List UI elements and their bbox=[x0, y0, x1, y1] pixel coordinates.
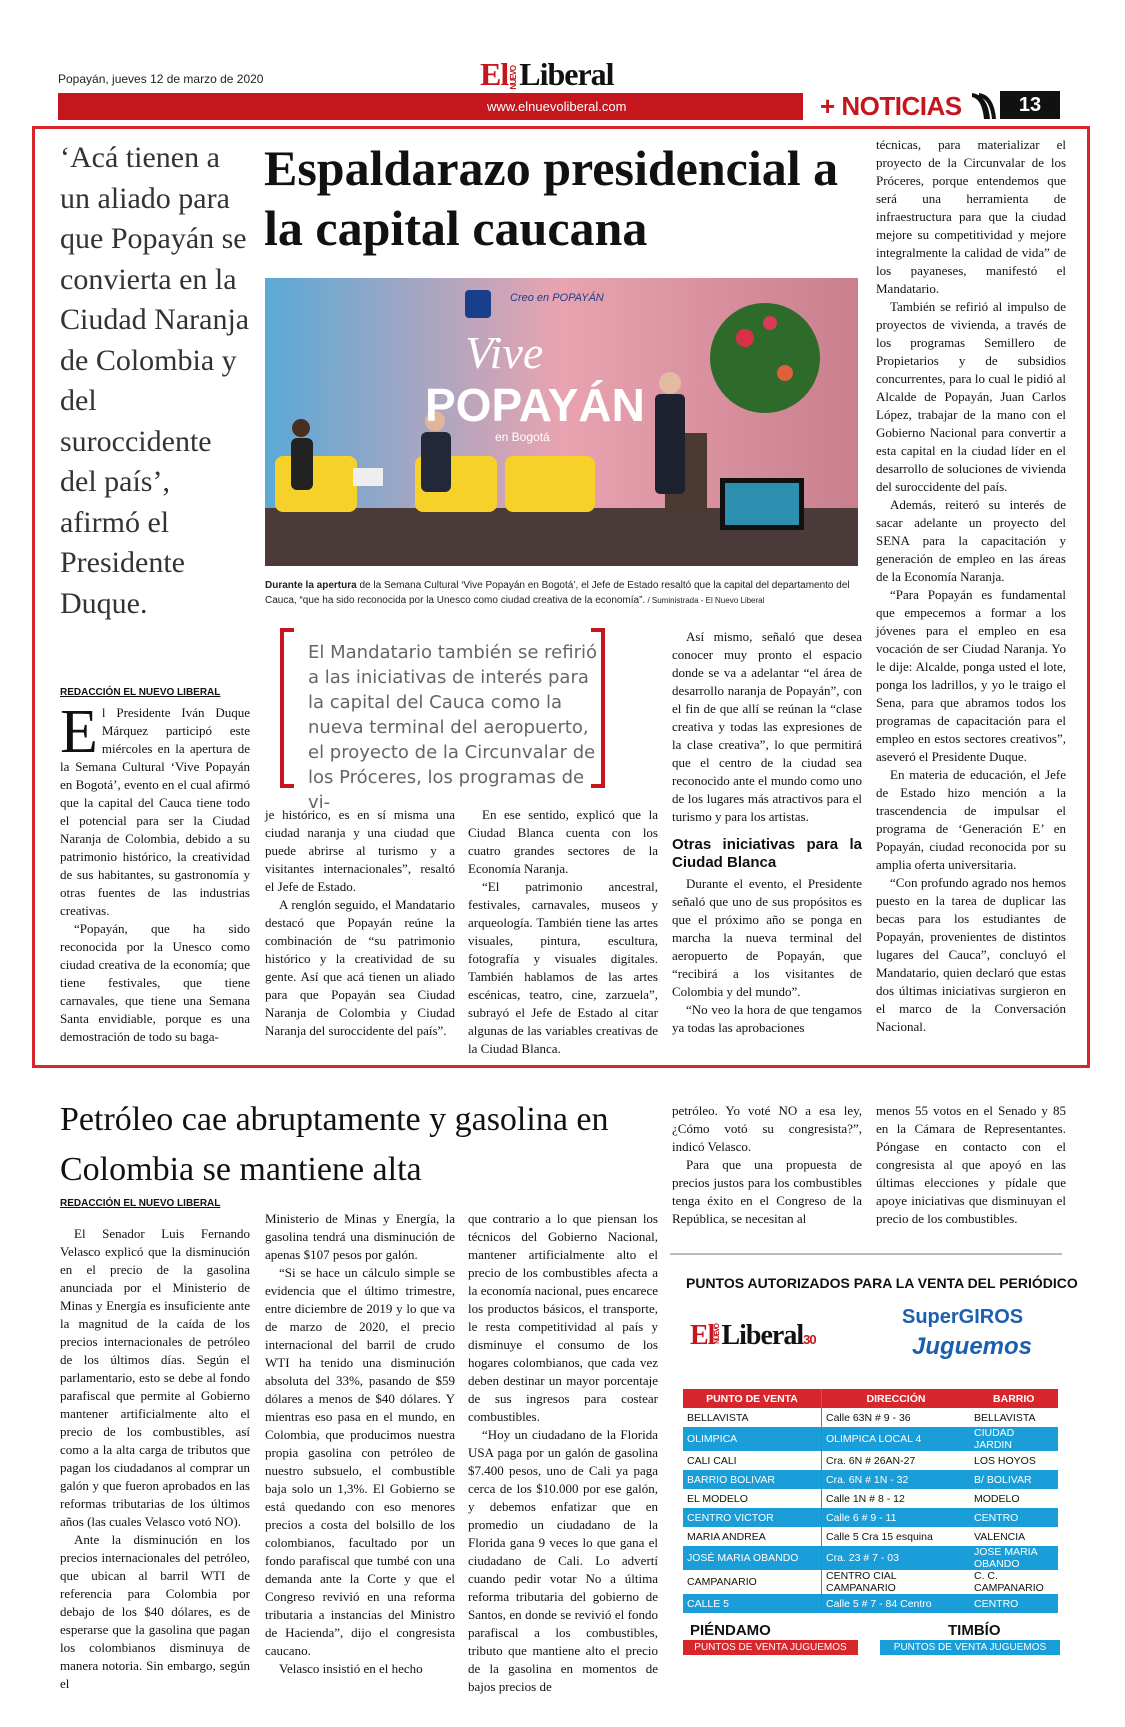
table-cell: Calle 5 Cra 15 esquina bbox=[822, 1527, 971, 1546]
table-cell: Calle 6 # 9 - 11 bbox=[822, 1508, 971, 1527]
photo-en-bogota: en Bogotá bbox=[495, 430, 550, 444]
table-row bbox=[683, 1527, 1058, 1546]
story1-col1-p1: l Presidente Iván Duque Márquez participó este miércoles en la apertura de la Semana Cultural ‘Vive Popayán en Bogotá’, evento en el cual afirmó que la capital del Cauca tiene todo el potencial para ser la Ciudad Naranja de Colombia, debido a su patrimonio histórico, la creatividad de sus habitantes, su gastronomía y otras fuentes de las industrias creativas. bbox=[60, 705, 250, 918]
table-cell: CENTRO bbox=[970, 1508, 1058, 1527]
sales-logo-liberal bbox=[690, 1320, 816, 1352]
story1-col1-p2: “Popayán, que ha sido reconocida por la Unesco como ciudad creativa de la economía; que tiene festivales, que tiene carnavales, que tiene una Semana Santa envidiable, porque es una demostración de todo su baga- bbox=[60, 921, 250, 1044]
story1-col2-p2: A renglón seguido, el Mandatario destacó que Popayán reúne la combinación de “su patrimonio histórico y la creatividad de su gente. Así que acá tienen un aliado para que Popayán sea Ciudad Naranja de Colombia y Ciudad Naranja del suroccidente del país”. bbox=[265, 897, 455, 1038]
story1-col4-p2: Durante el evento, el Presidente señaló que uno de sus propósitos es que el próximo año se ponga en marcha la nueva terminal del aeropuerto de Popayán, que “recibirá a los visitantes de Colombia y del mundo”. bbox=[672, 876, 862, 999]
story2-col4-p2: Para que una propuesta de precios justos para los combustibles tenga éxito en el Congreso de la República, se necesitan al bbox=[672, 1157, 862, 1226]
photo-caption bbox=[265, 578, 858, 608]
table-row bbox=[683, 1427, 1058, 1451]
table-cell: Calle 1N # 8 - 12 bbox=[822, 1489, 971, 1508]
story1-col5-p5: En materia de educación, el Jefe de Estado hizo mención a la trascendencia de impulsar el programa de ‘Generación E’ en Popayán, ciudad reconocida por su amplia oferta universitaria. bbox=[876, 767, 1066, 872]
table-row bbox=[683, 1594, 1058, 1613]
story1-col5-p6: “Con profundo agrado nos hemos puesto en la tarea de duplicar las becas para los estudiantes de Popayán, provenientes de distintos lugares del Cauca”, concluyó el Mandatario, quien declaró que estas dos últimas iniciativas surgieron en el marco de la Conversación Nacional. bbox=[876, 875, 1066, 1034]
timbio-label: TIMBÍO bbox=[948, 1622, 1001, 1639]
table-row bbox=[683, 1546, 1058, 1570]
caption-text: de la Semana Cultural ‘Vive Popayán en Bogotá’, el Jefe de Estado resaltó que la capital del departamento del Cauca, “que ha sido reconocida por la Unesco como ciudad creativa de la economía”. bbox=[265, 580, 850, 606]
table-cell: OLIMPICA bbox=[683, 1427, 822, 1451]
story1-column-5 bbox=[876, 136, 1066, 1036]
story2-col5-p1: menos 55 votos en el Senado y 85 en la Cámara de Representantes. Póngase en contacto con el congresista al que apoyó en las últimas elecciones y pídale que apoye iniciativas que disminuyan el precio de los combustibles. bbox=[876, 1103, 1066, 1226]
juguemos-logo: Juguemos bbox=[912, 1333, 1033, 1360]
caption-lead: Durante la apertura bbox=[265, 580, 357, 591]
sales-logo-nuevo: NUEVO bbox=[714, 1324, 722, 1344]
photo-creo-popayan: Creo en POPAYÁN bbox=[510, 292, 604, 304]
story1-col5-p1: técnicas, para materializar el proyecto de la Circunvalar de los Próceres, porque entendemos que será una herramienta de infraestructura para que la ciudad mejore su competitividad y mejore integralmente la calidad de vida” de los payaneses, manifestó el Mandatario. bbox=[876, 137, 1066, 296]
table-cell: Calle 63N # 9 - 36 bbox=[822, 1408, 971, 1427]
story2-column-1 bbox=[60, 1225, 250, 1693]
timbio-juguemos-badge: PUNTOS DE VENTA JUGUEMOS bbox=[880, 1640, 1060, 1655]
edition-date: Popayán, jueves 12 de marzo de 2020 bbox=[58, 72, 264, 86]
story2-col2-p2: “Si se hace un cálculo simple se evidencia que el último trimestre, entre diciembre de 2019 y lo que va de marzo de 2020, el precio internacional del barril de crudo WTI ha tenido una disminución absoluta del 33%, pasando de $59 dólares a menos de $40 dólares. Y mientras eso pasa en el mundo, en Colombia, que producimos nuestra propia gasolina con petróleo de nuestro subsuelo, el combustible baja solo un 1,3%. El Gobierno se está quedando con eso menores precios a costa del bolsillo de los colombianos, facultado por un fondo parafiscal que tumbé con una demanda ante la Corte y que el Congreso revivió en una reforma tributaria a instancias del Ministro de Hacienda”, dijo el congresista caucano. bbox=[265, 1265, 455, 1658]
story2-col3-p2: “Hoy un ciudadano de la Florida USA paga por un galón de gasolina $7.400 pesos, uno de Cali ya paga cerca de los $10.000 por ese galón, y debemos enfatizar que en promedio un ciudadano de la Florida gana 9 veces lo que gana el ciudadano de Cali. Lo advertí cuando pedir votar No a última reforma tributaria del gobierno de Santos, en donde se revivió el fondo parafiscal a los combustibles, tributo que mantiene alto el precio de la gasolina en momentos de bajos precios de bbox=[468, 1427, 658, 1694]
story1-col2-p1: je histórico, es en sí misma una ciudad naranja y una ciudad que puede abrirse al turismo y a visitantes internacionales”, resaltó el Jefe de Estado. bbox=[265, 807, 455, 894]
story1-column-3 bbox=[468, 806, 658, 1058]
table-row bbox=[683, 1451, 1058, 1470]
quote-box-text: El Mandatario también se refirió a las iniciativas de interés para la capital del Cauca como la nueva terminal del aeropuerto, el proyecto de la Circunvalar de los Próceres, los programas de vi- bbox=[308, 642, 598, 813]
story2-col2-p3: Velasco insistió en el hecho bbox=[279, 1661, 423, 1676]
story1-subhead: Otras iniciativas para la Ciudad Blanca bbox=[672, 836, 862, 871]
table-row bbox=[683, 1489, 1058, 1508]
caption-credit: / Suministrada - El Nuevo Liberal bbox=[645, 596, 765, 605]
website-url[interactable]: www.elnuevoliberal.com bbox=[487, 99, 627, 114]
story1-col3-p2: “El patrimonio ancestral, festivales, carnavales, museos y arqueología. También tiene las artes visuales, pintura, escultura, fotografía y visuales digitales. También hablamos de las artes escénicas, teatro, cine, zarzuela”, subrayó el Jefe de Estado al citar algunas de las variables creativas de la Ciudad Blanca. bbox=[468, 879, 658, 1056]
story2-column-4 bbox=[672, 1102, 862, 1228]
story2-column-3 bbox=[468, 1210, 658, 1696]
table-cell: MARIA ANDREA bbox=[683, 1527, 822, 1546]
story1-col4-p1: Así mismo, señaló que desea conocer muy pronto el espacio donde se va a adelantar “el área de desarrollo naranja de Popayán”, con el fin de que allí se reúnan la “clase creativa y todas las expresiones de la clase creativa”, lo que permitirá que el centro de la ciudad sea reconocido ante el mundo como uno de los lugares más atractivos para el turismo y para los artistas. bbox=[672, 629, 862, 824]
sales-logo-el: El bbox=[690, 1320, 715, 1351]
logo-el: El bbox=[480, 56, 509, 92]
table-row bbox=[683, 1508, 1058, 1527]
story2-column-5 bbox=[876, 1102, 1066, 1228]
piendamo-label: PIÉNDAMO bbox=[690, 1622, 771, 1639]
story2-byline: REDACCIÓN EL NUEVO LIBERAL bbox=[60, 1198, 221, 1209]
drop-cap: E bbox=[60, 698, 98, 766]
photo-popayan: POPAYÁN bbox=[425, 379, 645, 431]
story1-col4-p3: “No veo la hora de que tengamos ya todas las aprobaciones bbox=[672, 1002, 862, 1035]
story1-column-2 bbox=[265, 806, 455, 1040]
table-header-row bbox=[683, 1389, 1058, 1408]
col-header: BARRIO bbox=[970, 1389, 1058, 1408]
header-red-bar bbox=[58, 93, 803, 120]
table-row bbox=[683, 1570, 1058, 1594]
story2-headline: Petróleo cae abruptamente y gasolina en Colombia se mantiene alta bbox=[60, 1101, 609, 1188]
col-header: PUNTO DE VENTA bbox=[683, 1389, 822, 1408]
story1-col3-p1: En ese sentido, explicó que la Ciudad Blanca cuenta con los cuatro grandes sectores de la Economía Naranja. bbox=[468, 807, 658, 876]
table-cell: VALENCIA bbox=[970, 1527, 1058, 1546]
table-cell: CENTRO CIAL CAMPANARIO bbox=[822, 1570, 971, 1594]
story1-col5-p2: También se refirió al impulso de proyectos de vivienda, a través de los programas Semillero de Propietarios y de subsidios concurrentes, para lo cual le pidió al Alcalde de Popayán, Juan Carlos López, trabajar de la mano con el Gobierno Nacional para convertir a esta capital en la ciudad líder en el desarrollo de soluciones de vivienda del suroccidente del país. bbox=[876, 299, 1066, 494]
story2-col3-p1: que contrario a lo que piensan los técnicos del Gobierno Nacional, mantener artificialmente alto el precio de los combustibles afecta a la economía nacional, pues encarece los productos básicos, el transporte, le resta competitividad al país y disminuye el consumo de los hogares colombianos, que cada vez deben destinar un mayor porcentaje de sus ingresos para costear combustibles. bbox=[468, 1211, 658, 1424]
newspaper-logo[interactable] bbox=[480, 56, 614, 93]
table-cell: MODELO bbox=[970, 1489, 1058, 1508]
table-cell: LOS HOYOS bbox=[970, 1451, 1058, 1470]
event-photo bbox=[265, 278, 858, 566]
table-cell: OLIMPICA LOCAL 4 bbox=[822, 1427, 971, 1451]
story1-column-4 bbox=[672, 628, 862, 1037]
table-row bbox=[683, 1408, 1058, 1427]
table-cell: EL MODELO bbox=[683, 1489, 822, 1508]
section-label: + NOTICIAS bbox=[820, 91, 962, 121]
logo-liberal: Liberal bbox=[519, 56, 614, 92]
table-cell: BARRIO BOLIVAR bbox=[683, 1470, 822, 1489]
story2-col4-p1: petróleo. Yo voté NO a esa ley, ¿Cómo votó su congresista?”, indicó Velasco. bbox=[672, 1103, 862, 1154]
story2-col2-p1: Ministerio de Minas y Energía, la gasolina tendrá una disminución de apenas $107 pesos por galón. bbox=[265, 1211, 455, 1262]
table-cell: CALLE 5 bbox=[683, 1594, 822, 1613]
table-cell: JOSÉ MARIA OBANDO bbox=[683, 1546, 822, 1570]
table-cell: CIUDAD JARDIN bbox=[970, 1427, 1058, 1451]
story2-col1-p1: El Senador Luis Fernando Velasco explicó que la disminución en el precio de la gasolina anunciada por el Ministerio de Minas y Energía es insuficiente ante la magnitud de la caída de los precios internacionales de petróleo de los últimos días. Según el parlamentario, esto se debe al fondo parafiscal que permite al Gobierno mantener artificialmente alto el precio de los combustibles, así como a la alta carga de tributos que pagan los ciudadanos al comprar un galón y que fueron aprobados en las reformas tributarias de los últimos años (las cuales Velasco votó NO). bbox=[60, 1226, 250, 1529]
story2-column-2 bbox=[265, 1210, 455, 1678]
sales-logo-years: 30 bbox=[803, 1332, 816, 1347]
story1-byline: REDACCIÓN EL NUEVO LIBERAL bbox=[60, 687, 221, 698]
main-headline: Espaldarazo presidencial a la capital caucana bbox=[264, 140, 839, 256]
table-cell: CAMPANARIO bbox=[683, 1570, 822, 1594]
section-flag-icon bbox=[970, 91, 996, 119]
table-cell: BELLAVISTA bbox=[683, 1408, 822, 1427]
table-cell: C. C. CAMPANARIO bbox=[970, 1570, 1058, 1594]
supergiros-logo: SuperGIROS bbox=[902, 1306, 1024, 1328]
sales-points-table bbox=[683, 1389, 1058, 1613]
story1-col5-p4: “Para Popayán es fundamental que empecemos a formar a los jóvenes para el empleo en esa vocación de ser Ciudad Naranja. Yo le dije: Alcalde, ponga usted el lote, ponga los ladrillos, y yo le traigo el Sena, para que abramos todos los programas de capacitación para el empleo en estos sectores creativos”, aseveró el Presidente Duque. bbox=[876, 587, 1066, 764]
table-cell: CENTRO bbox=[970, 1594, 1058, 1613]
table-cell: B/ BOLIVAR bbox=[970, 1470, 1058, 1489]
sales-points-title: PUNTOS AUTORIZADOS PARA LA VENTA DEL PERIÓDICO bbox=[686, 1275, 1078, 1291]
table-cell: JOSE MARIA OBANDO bbox=[970, 1546, 1058, 1570]
table-cell: Cra. 23 # 7 - 03 bbox=[822, 1546, 971, 1570]
table-cell: Cra. 6N # 1N - 32 bbox=[822, 1470, 971, 1489]
piendamo-juguemos-badge: PUNTOS DE VENTA JUGUEMOS bbox=[683, 1640, 858, 1655]
table-cell: CALI CALI bbox=[683, 1451, 822, 1470]
photo-vive: Vive bbox=[465, 327, 544, 378]
story2-col1-p2: Ante la disminución en los precios internacionales del petróleo, que ubican al barril WTI de referencia para Colombia por debajo de los $40 dólares, es de esperarse que la gasolina que pagan los colombianos disminuya de manera notoria. Sin embargo, según el bbox=[60, 1532, 250, 1691]
story1-column-1 bbox=[60, 698, 250, 1046]
table-cell: BELLAVISTA bbox=[970, 1408, 1058, 1427]
story1-col5-p3: Además, reiteró su interés de sacar adelante un proyecto del SENA para la capacitación y generación de empleo en las áreas de la Economía Naranja. bbox=[876, 497, 1066, 584]
sales-logo-liberal-text: Liberal bbox=[721, 1320, 804, 1351]
table-cell: Calle 5 # 7 - 84 Centro bbox=[822, 1594, 971, 1613]
table-cell: CENTRO VICTOR bbox=[683, 1508, 822, 1527]
col-header: DIRECCIÓN bbox=[822, 1389, 971, 1408]
logo-nuevo: NUEVO bbox=[509, 65, 519, 90]
page-number: 13 bbox=[1000, 91, 1060, 119]
table-cell: Cra. 6N # 26AN-27 bbox=[822, 1451, 971, 1470]
table-row bbox=[683, 1470, 1058, 1489]
pull-quote: ‘Acá tienen a un aliado para que Popayán se convierta en la Ciudad Naranja de Colombia y del suroccidente del país’, afirmó el Presidente Duque. bbox=[60, 141, 250, 620]
